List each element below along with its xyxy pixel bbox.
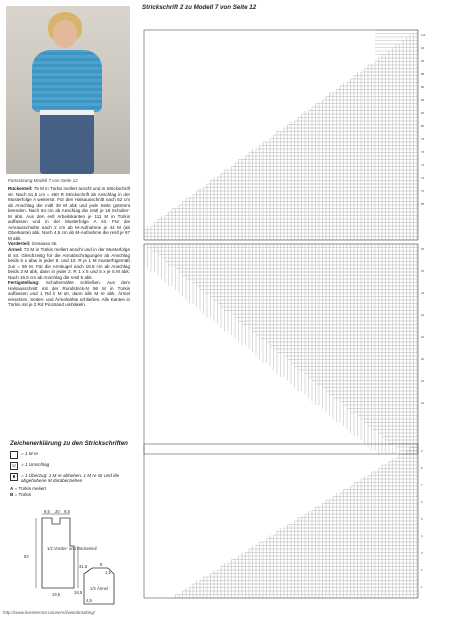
legend-a-text: = Türkis meliert: [14, 485, 47, 491]
legend-b: B = Türkis: [10, 491, 31, 497]
legend-item-yarn-over: [10, 462, 130, 470]
decrease-dot-icon: [10, 473, 18, 481]
chart-row-label: 76: [421, 150, 425, 154]
instruction-label: Rückenteil:: [8, 186, 33, 191]
chart-row-label: 25: [421, 269, 425, 273]
chart-row-label: 70: [421, 189, 425, 193]
chart-row-label: 7: [421, 483, 423, 487]
knitting-chart: [136, 12, 436, 604]
schematic-diagram: [12, 510, 122, 606]
instruction-text: Schulternähte schließen. Aus dem Halsausschnitt mit der Rundstrick-N 96 M in Türkis auffassen und 1 Rd li M str, dann alle M re abk. Ärmel einsetzen, Seiten- und Ärmelnähte schließen. Alle Kanten in Türkis mit je 2 Rd Picotrand umhäkeln.: [8, 280, 130, 308]
instruction-text: Genauso str.: [30, 241, 58, 247]
model-face: [53, 20, 77, 48]
legend-item-decrease: [10, 473, 130, 483]
chart-row-label: 22: [421, 313, 425, 317]
instruction-label: Ärmel:: [8, 247, 23, 253]
chart-title: Strickschrift 2 zu Modell 7 von Seite 12: [142, 4, 257, 11]
instructions-text: [8, 186, 130, 308]
empty-square-icon: [10, 451, 18, 459]
bottom-width-label: 19,5: [52, 592, 61, 597]
legend-title: Zeichenerklärung zu den Strickschriften: [10, 440, 128, 447]
chart-row-label: 6: [421, 500, 423, 504]
legend-item-text: = 1 Überzug: 1 M re abheben, 1 M re str und die abgehobene M darüberziehen: [21, 472, 120, 483]
legend-a: A = Türkis meliert: [10, 485, 47, 491]
chart-row-label: 72: [421, 176, 425, 180]
sleeve-width-label: 8: [100, 562, 103, 567]
instruction-label: Vorderteil:: [8, 241, 31, 247]
chart-row-label: 8: [421, 466, 423, 470]
legend-item-knit: [10, 451, 130, 459]
chart-grid: [144, 244, 418, 454]
arm-height-label: 18,5: [74, 590, 83, 595]
height-label: 52: [24, 554, 29, 559]
chart-row-label: 68: [421, 202, 425, 206]
sleeve-top-label: 1,5: [105, 570, 111, 575]
model-belt: [40, 110, 94, 115]
body-outline: [42, 518, 74, 588]
chart-row-label: 9: [421, 449, 423, 453]
chart-row-label: 90: [421, 59, 425, 63]
piece-label: 1/2 Vorder- und Rückenteil: [47, 546, 97, 551]
chart-row-label: 1: [421, 585, 423, 589]
chart-row-label: 18: [421, 379, 425, 383]
legend-b-text: = Türkis: [14, 491, 31, 497]
height-label: 31,5: [79, 564, 88, 569]
instruction-label: Fertigstellung:: [8, 280, 40, 286]
model-jeans: [40, 110, 94, 174]
yarn-over-icon: U: [10, 462, 18, 470]
photo-caption: Fortsetzung Modell 7 von Seite 12: [8, 178, 78, 183]
chart-row-label: 5: [421, 517, 423, 521]
chart-row-label: 80: [421, 124, 425, 128]
chart-row-label: 74: [421, 163, 425, 167]
chart-row-label: 84: [421, 98, 425, 102]
sleeve-label: 1/2 Ärmel: [90, 586, 108, 591]
sleeve-bottom-label: 4,5: [86, 598, 92, 603]
chart-grid: [172, 444, 418, 598]
source-url[interactable]: http://www.liveinternet.ru/users/liveknitmaking/: [3, 610, 96, 615]
chart-row-label: 92: [421, 46, 425, 50]
instruction-text: 73 M in Türkis mellert anschl und in der Musterfolge B str. Gleichzeitig für die Armabschrägungen ab Anschlag beids 6 x abw in jeder 8. und 10. R je 1 M musterfügemäß zun = 85 M. Für die Armkugel nach 19,5 cm ab Anschlag beids 3 M abk, dann in jeder 2. R 1 x 5 und 5 x je 5 M abk. Nach 19,5 cm ab Anschlag die restl 5 abk.: [8, 247, 130, 280]
chart-row-label: 78: [421, 137, 425, 141]
model-sweater: [32, 50, 102, 112]
chart-row-label: 25: [421, 247, 425, 251]
width-label: 20: [55, 510, 60, 514]
legend: [10, 440, 130, 497]
chart-row-label: 20: [421, 357, 425, 361]
chart-row-label: 2: [421, 568, 423, 572]
chart-row-label: 86: [421, 85, 425, 89]
model-photo: [6, 6, 130, 174]
legend-item-text: = 1 Umschlag: [21, 461, 50, 467]
chart-grid: [144, 30, 418, 240]
width-label: 9,5: [64, 510, 70, 514]
chart-row-label: 111: [421, 33, 426, 37]
width-label: 9,5: [44, 510, 50, 514]
legend-item-text: = 1 M re: [21, 450, 38, 456]
chart-row-label: 4: [421, 534, 423, 538]
instruction-text: 75 M in Türkis mellert anschl und in Strickschrift str. Nach 51,5 cm = 460 R Strickschrift ab Anschlag in der Musterfolge A weiterstr. Für den Halsausschnitt nach 52 cm ab Anschlag die mittl 39 M abk und jede Seite getrennt beenden. Nach 54 cm ab Anschlag die restl je 18 Schulter-M abk. Aus den evtl Arbeitskanten je 111 M in Türkis auffassen und in der Musterfolge A str. Für die Armausschnitte nach 2 cm ab M-Aufnahme je 44 M (ab Oberkante) abk. Nach 4,5 cm ab M-Aufnahme die restl je 67 M abk.: [8, 186, 130, 241]
chart-row-label: 88: [421, 72, 425, 76]
chart-row-label: 16: [421, 401, 425, 405]
chart-row-label: 22: [421, 335, 425, 339]
chart-row-label: 82: [421, 111, 425, 115]
chart-row-label: 3: [421, 551, 423, 555]
chart-row-label: 24: [421, 291, 425, 295]
